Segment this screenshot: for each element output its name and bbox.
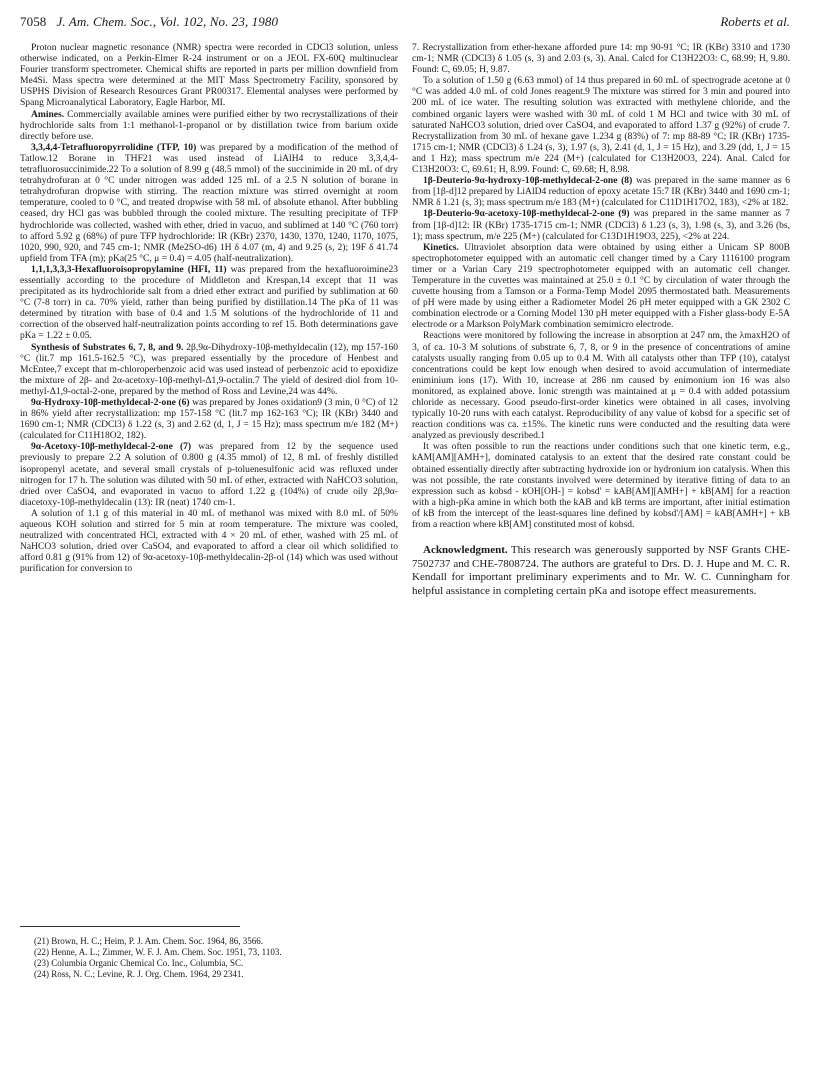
- paragraph: [20, 42, 398, 109]
- right-column: [412, 42, 790, 599]
- paragraph: [412, 75, 790, 175]
- paragraph-lead: 1β-Deuterio-9α-acetoxy-10β-methyldecal-2-one (9): [423, 208, 630, 220]
- paragraph: [412, 42, 790, 75]
- paragraph-text: Proton nuclear magnetic resonance (NMR) spectra were recorded in CDCl3 solution, unless otherwise indicated, on a Perkin-Elmer R-24 instrument or on a JEOL FX-60Q multinuclear Fourier transform spectrometer. Chemical shifts are reported in parts per million downfield from Me4Si. Mass spectra were determined at the MIT Mass Spectrometry Facility, sponsored by USPHS Division of Research Resources Grant PR00317. Elemental analyses were performed by Spang Microanalytical Laboratory, Eagle Harbor, MI.: [20, 42, 398, 109]
- paragraph: [20, 264, 398, 342]
- paragraph: [20, 397, 398, 441]
- running-author: Roberts et al.: [720, 14, 790, 29]
- paragraph-lead: 1β-Deuterio-9α-hydroxy-10β-methyldecal-2-one (8): [423, 175, 633, 187]
- paragraph: [20, 109, 398, 142]
- paragraph-text: To a solution of 1.50 g (6.63 mmol) of 14 thus prepared in 60 mL of spectrograde acetone at 0 °C was added 4.0 mL of cold Jones reagent.9 The mixture was stirred for 3 min and poured into 200 mL of ice water. The resulting solution was extracted with methylene chloride, and the combined organic layers were washed with 30 mL of cold 1 M HCl and twice with 30 mL of saturated NaHCO3 solution, dried over CaSO4, and evaporated to afford 1.37 g (92%) of crude 7. Recrystallization from 30 mL of hexane gave 1.234 g (83%) of 7: mp 88-89 °C; IR (KBr) 1735-1715 cm-1; NMR (CDCl3) δ 1.24 (s, 3), 1.97 (s, 3), 2.41 (d, 1, J = 15 Hz), and 3.29 (dd, 1, J = 15 and 1 Hz); mass spectrum m/e 224 (M+) (calculated for C13H20O3, 224). Anal. Calcd for C13H20O3: C, 69.61; H, 8.99. Found: C, 69.68; H, 8.98.: [412, 75, 790, 176]
- paragraph-text: was prepared from 12 by the sequence used previously to prepare 2.2 A solution of 0.800 g (4.35 mmol) of 12, 8 mL of freshly distilled isopropenyl acetate, and several small crystals of p-toluenesulfonic acid was refluxed under nitrogen for 17 h. The solution was diluted with 50 mL of ether, extracted with NaHCO3 solution, dried over CaSO4, and evaporated in vacuo to afford 1.22 g (104%) of crude oily 2β,9α-diacetoxy-10β-methyldecalin (13): IR (neat) 1740 cm-1.: [20, 441, 398, 508]
- footnotes: [20, 936, 398, 980]
- paragraph-text: Ultraviolet absorption data were obtained by using either a Unicam SP 800B spectrophotometer equipped with an automatic cell changer timed by a Cary 1116100 program timer or a Varian Cary 219 spectrophotometer equipped with an automatic cell changer. Temperature in the cuvettes was maintained at 25.0 ± 0.1 °C by circulation of water through the cuvette housing from a Tamson or a Forma-Temp Model 2095 thermostated bath. Measurements of pH were made by using either a Radiometer Model 26 pH meter equipped with a GK 2302 C combination electrode or a Corning Model 130 pH meter equipped with a Fisher glass-body E-5A electrode or a Markson PolyMark combination semimicro electrode.: [412, 241, 790, 331]
- paragraph: [20, 342, 398, 397]
- page-header: [20, 10, 790, 32]
- left-column: [20, 42, 398, 575]
- paragraph: [412, 441, 790, 530]
- footnote: (21) Brown, H. C.; Heim, P. J. Am. Chem. Soc. 1964, 86, 3566.: [34, 936, 264, 946]
- paragraph-lead: Synthesis of Substrates 6, 7, 8, and 9.: [31, 341, 184, 353]
- journal-citation: J. Am. Chem. Soc., Vol. 102, No. 23, 1980: [56, 14, 279, 29]
- acknowledgment: [412, 544, 790, 598]
- paragraph-text: was prepared by Jones oxidation9 (3 min, 0 °C) of 12 in 86% yield after recrystallization: mp 157-158 °C (lit.7 mp 162-163 °C); IR (KBr) 3440 and 1690 cm-1; NMR (CDCl3) δ 1.22 (s, 3) and 2.62 (d, 1, J = 15 Hz); mass spectrum m/e 182 (M+) (calculated for C11H18O2, 182).: [20, 397, 398, 442]
- page-number: 7058: [20, 14, 47, 29]
- paragraph: [412, 175, 790, 208]
- paragraph-text: 2β,9α-Dihydroxy-10β-methyldecalin (12), mp 157-160 °C (lit.7 mp 161.5-162.5 °C), was prepared essentially by the procedure of Henbest and McEntee,7 except that m-chloroperbenzoic acid was used instead of perbenzoic acid to epoxidize the mixture of 2β- and 2α-acetoxy-10β-methyl-Δ1,9-octalin.7 The yield of desired diol from 10-methyl-Δ1,9-octal-2-one, prepared by the method of Ross and Levine,24 was 44%.: [20, 341, 398, 397]
- paragraph: [20, 142, 398, 264]
- paragraph: [20, 441, 398, 508]
- paragraph: [412, 208, 790, 241]
- paragraph: [412, 330, 790, 441]
- footnote: (22) Henne, A. L.; Zimmer, W. F. J. Am. Chem. Soc. 1951, 73, 1103.: [34, 947, 282, 957]
- paragraph-lead: Amines.: [31, 108, 65, 120]
- header-left: [20, 14, 278, 30]
- paragraph-text: was prepared in the same manner as 7 from [1β-d]12: IR (KBr) 1735-1715 cm-1; NMR (CDCl3) δ 1.23 (s, 3), 1.98 (s, 3), and 3.26 (bs, 1); mass spectrum, m/e 225 (M+) (calculated for C13D1H19O3, 225), <2% at 224.: [412, 208, 790, 242]
- footnote: (24) Ross, N. C.; Levine, R. J. Org. Chem. 1964, 29 2341.: [34, 969, 244, 979]
- paragraph-text: Commercially available amines were purified either by two recrystallizations of their hydrochloride salts from 1:1 methanol-1-propanol or by distillation twice from barium oxide directly before use.: [20, 108, 398, 142]
- paragraph: [20, 508, 398, 575]
- footnote: (23) Columbia Organic Chemical Co. Inc., Columbia, SC.: [34, 958, 244, 968]
- paragraph-lead: Kinetics.: [423, 241, 459, 253]
- paragraph-text: A solution of 1.1 g of this material in 40 mL of methanol was mixed with 8.0 mL of 50% aqueous KOH solution and stirred for 5 min at room temperature. The mixture was cooled, neutralized with concentrated HCl, extracted with 4 × 20 mL of ether, washed with 25 mL of NaHCO3 solution, dried over CaSO4, and evaporated to afford a clear oil which solidified to afford 0.81 g (91% from 12) of 9α-acetoxy-10β-methyldecalin-2β-ol (14) which was used without purification for conversion to: [20, 507, 398, 575]
- paragraph: [412, 242, 790, 331]
- footnote-rule: [20, 926, 240, 927]
- paragraph-text: It was often possible to run the reactions under conditions such that one kinetic term, e.g., kAM[AM][AMH+], dominated catalysis to an extent that the desired rate constant could be obtained essentially directly after subtracting hydroxide ion or hydronium ion catalysis. When this was not possible, the rate constants involved were determined by iterative fitting of data to an expression such as kobsd - kOH[OH-] = kobsd' = kAB[AM][AMH+] + kB[AM] for a reaction with a high-pKa amine in which both the kAB and kB terms are important, after initial estimation of kB from the intercept of the least-squares line defined by kobsd'/[AM] = kAB[AMH+] + kB from a reaction where kB[AM] constituted most of kobsd.: [412, 441, 790, 531]
- paragraph-text: Reactions were monitored by following the increase in absorption at 247 nm, the λmaxH2O of 3, of ca. 10-3 M solutions of substrate 6, 7, 8, or 9 in the presence of concentrations of amine catalysts usually ranging from 0.05 up to 0.4 M. With all catalysts other than TFP (10), catalyst concentrations could be kept low enough when desired to avoid accumulation of intermediate eniminium ions (17). With 10, increase at 286 nm caused by enimonium ion 16 was also monitored, as explained above. Ionic strength was maintained at μ = 0.4 with added potassium chloride as necessary. Good pseudo-first-order kinetics were obtained in all cases, involving typically 10-20 runs with each catalyst. Reproducibility of any value of kobsd for a specific set of reaction conditions was ca. ±15%. The kinetic runs were conducted and the resulting data were analyzed as previously described.1: [412, 330, 790, 442]
- paragraph-lead: 1,1,1,3,3,3-Hexafluoroisopropylamine (HFI, 11): [31, 263, 227, 275]
- paragraph-text: 7. Recrystallization from ether-hexane afforded pure 14: mp 90-91 °C; IR (KBr) 3310 and 1730 cm-1; NMR (CDCl3) δ 1.05 (s, 3) and 2.03 (s, 3). Anal. Calcd for C13H22O3: C, 68.99; H, 9.80. Found: C, 69.05; H, 9.87.: [412, 42, 790, 76]
- paragraph-text: was prepared from the hexafluoroimine23 essentially according to the procedure of Middleton and Krespan,14 except that 11 was precipitated as its hydrochloride salt from a dried ether extract and purified by sublimation at 60 °C (7-8 torr) in ca. 70% yield, rather than being purified by distillation.14 The pKa of 11 was determined by titration with base of 0.4 and 1.5 M solutions of the hydrochloride of 11 and correction of the observed half-neutralization points according to ref 15. Both determinations gave pKa = 1.22 ± 0.05.: [20, 263, 398, 342]
- paragraph-lead: 9α-Hydroxy-10β-methyldecal-2-one (6): [31, 397, 190, 408]
- paragraph-lead: 3,3,4,4-Tetrafluoropyrrolidine (TFP, 10): [31, 141, 197, 153]
- acknowledgment-lead: Acknowledgment.: [423, 544, 508, 557]
- paragraph-lead: 9α-Acetoxy-10β-methyldecal-2-one (7): [31, 441, 192, 453]
- paragraph-text: was prepared in the same manner as 6 from [1β-d]12 prepared by LiAlD4 reduction of epoxy acetate 15:7 IR (KBr) 3440 and 1690 cm-1; NMR δ 1.21 (s, 3); mass spectrum m/e 183 (M+) (calculated for C11D1H17O2, 183), <2% at 182.: [412, 175, 791, 209]
- paragraph-text: was prepared by a modification of the method of Tatlow.12 Borane in THF21 was used instead of LiAlH4 to reduce 3,3,4,4-tetrafluorosuccinimide.22 To a solution of 8.99 g (48.5 mmol) of the succinimide in 20 mL of dry tetrahydrofuran at 0 °C under nitrogen was added 125 mL of a 2.5 N solution of borane in tetrahydrofuran dropwise with stirring. The reaction mixture was stirred overnight at room temperature, cooled to 0 °C, and treated dropwise with 58 mL of absolute ethanol. After bubbling ceased, dry HCl gas was bubbled through the cooled mixture. The resulting precipitate of TFP hydrochloride was collected, washed with ether, dried in vacuo, and sublimed at 140 °C (760 torr) to afford 5.92 g (68%) of pure TFP hydrochloride: IR (KBr) 2370, 1430, 1370, 1240, 1170, 1075, 1020, 990, 920, and 745 cm-1; NMR (Me2SO-d6) 1H δ 4.07 (m, 4) and 9.25 (s, 2); 19F δ 41.74 upfield from TFA (m); pKa(25 °C, μ = 0.4) = 4.05 (half-neutralization).: [20, 141, 398, 264]
- acknowledgment-text: This research was generously supported by NSF Grants CHE-7502737 and CHE-7808724. The authors are grateful to Drs. D. J. Hupe and M. C. R. Kendall for important preliminary experiments and to Mr. W. C. Cunningham for helpful assistance in completing certain pKa and isotope effect measurements.: [412, 544, 790, 597]
